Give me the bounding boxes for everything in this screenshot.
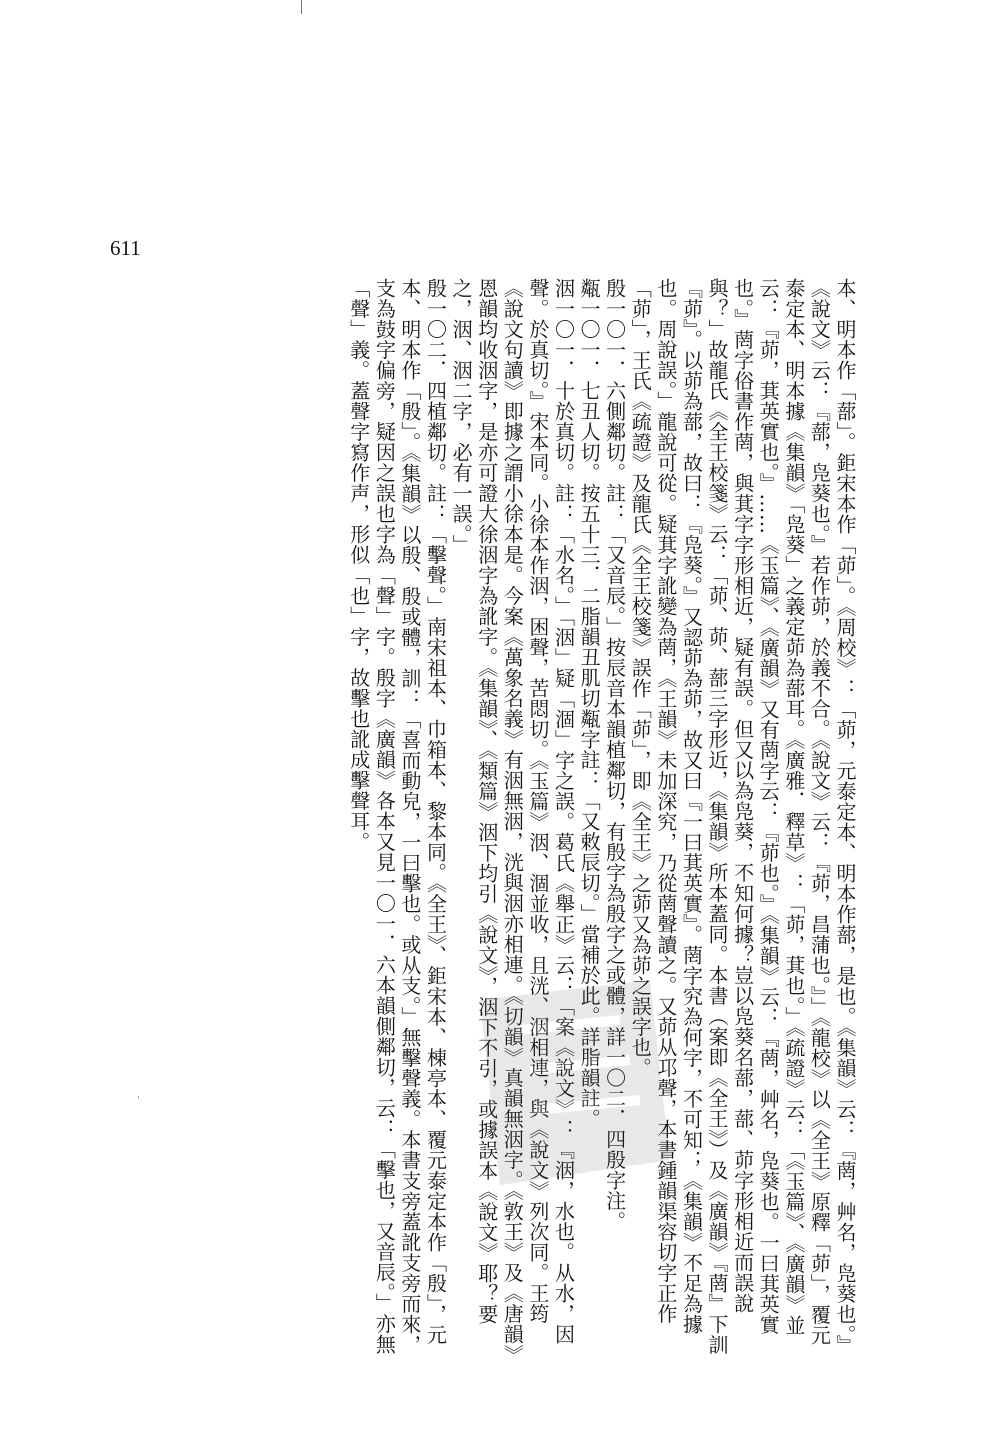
paragraph-entry-zhen: 甐一〇一．七丑人切。按五十三．二脂韻丑肌切甐字註：「又敕辰切。」當補於此。詳脂韻註。: [577, 278, 602, 1129]
library-seal-watermark: [440, 960, 690, 1200]
page-number: 611: [110, 236, 141, 260]
paragraph-entry-chen: 殷一〇二．四植鄰切。註：「擊聲。」南宋祖本、巾箱本、黎本同。《全王》、鉅宋本、棟亭本、覆元泰定本作「殷」，元本、明本作「殷」。《集韻》以殷、殷或體，訓：「喜而動皃，一曰擊也。或从支。」無擊聲義。本書支旁蓋訛支旁而來，支為鼓字偏旁，疑因之誤也字為「聲」字。殷字《廣韻》各本又見一〇一．六本韻側鄰切，云：「擊也，又音辰。」亦無「聲」義。蓋聲字寫作声，形似「也」字，故擊也訛成擊聲耳。: [346, 278, 448, 1355]
paragraph-entry-shen: 殷一〇一．六側鄰切。註：「又音辰。」按辰音本韻植鄰切，有殷字為殷字之或體，詳一〇二．四殷字注。: [602, 278, 627, 1232]
paragraph-continuation: 本、明本作「蔀」。鉅宋本作「茆」。《周校》：「茆，元泰定本、明本作蔀，是也。《集韻》云：『菵，艸名，凫葵也。』《說文》云：『蔀，凫葵也。』若作茆，於義不合。《說文》云：『茆，昌蒲也。』」《龍校》以《全王》原釋「茆」，覆元泰定本、明本據《集韻》「凫葵」之義定茆為蔀耳。《廣雅．釋草》：「茆，萁也。」《疏證》云：「《玉篇》、《廣韻》並云：『茆，萁英實也。』……《玉篇》、《廣韻》又有菵字云：『茆也。』《集韻》云：『菵，艸名，凫葵也。一曰萁英實也。』菵字俗書作菵，與萁字字形相近，疑有誤。但又以為凫葵，不知何據？豈以凫葵名蔀，蔀、茆字形相近而誤說與？」故龍氏《全王校箋》云：「茆、茆、蔀三字形近，《集韻》所本蓋同。本書（案即《全王》）及《廣韻》『菵』下訓『茆』。以茆為蔀，故曰：『凫葵。』又認茆為茆，故又曰『一曰萁英實』。菵字究為何字，不可知；《集韻》不足為據也。周說誤。」龍說可從。疑萁字訛變為菵，《王韻》未加深究，乃從菵聲讀之。又茆从邛聲，本書鍾韻渠容切字正作「茆」，王氏《疏證》及龍氏《全王校箋》誤作「茆」，即《全王》之茆又為茆之誤字也。: [628, 278, 857, 1356]
paragraph-entry-yin: 洇一〇一．十於真切。註：「水名。」「洇」疑「涸」字之誤。葛氏《舉正》云：「案《說文》：『洇，水也。从水，因聲。於真切。』宋本同。小徐本作洇，困聲，苦悶切。《玉篇》洇、涸並收，且洸、洇相連，與《說文》列次同。王筠《說文句讀》即據之謂小徐本是。今案《萬象名義》有洇無洇，洸與洇亦相連。《切韻》真韻無洇字。《敦王》及《唐韻》恩韻均收洇字，是亦可證大徐洇字為訛字。《集韻》、《類篇》洇下均引《說文》，洇下不引，或據誤本《說文》耶？要之，洇、洇二字，必有一誤。」: [449, 278, 576, 1355]
top-mark: [301, 0, 302, 14]
faint-speck: ': [137, 1094, 141, 1107]
